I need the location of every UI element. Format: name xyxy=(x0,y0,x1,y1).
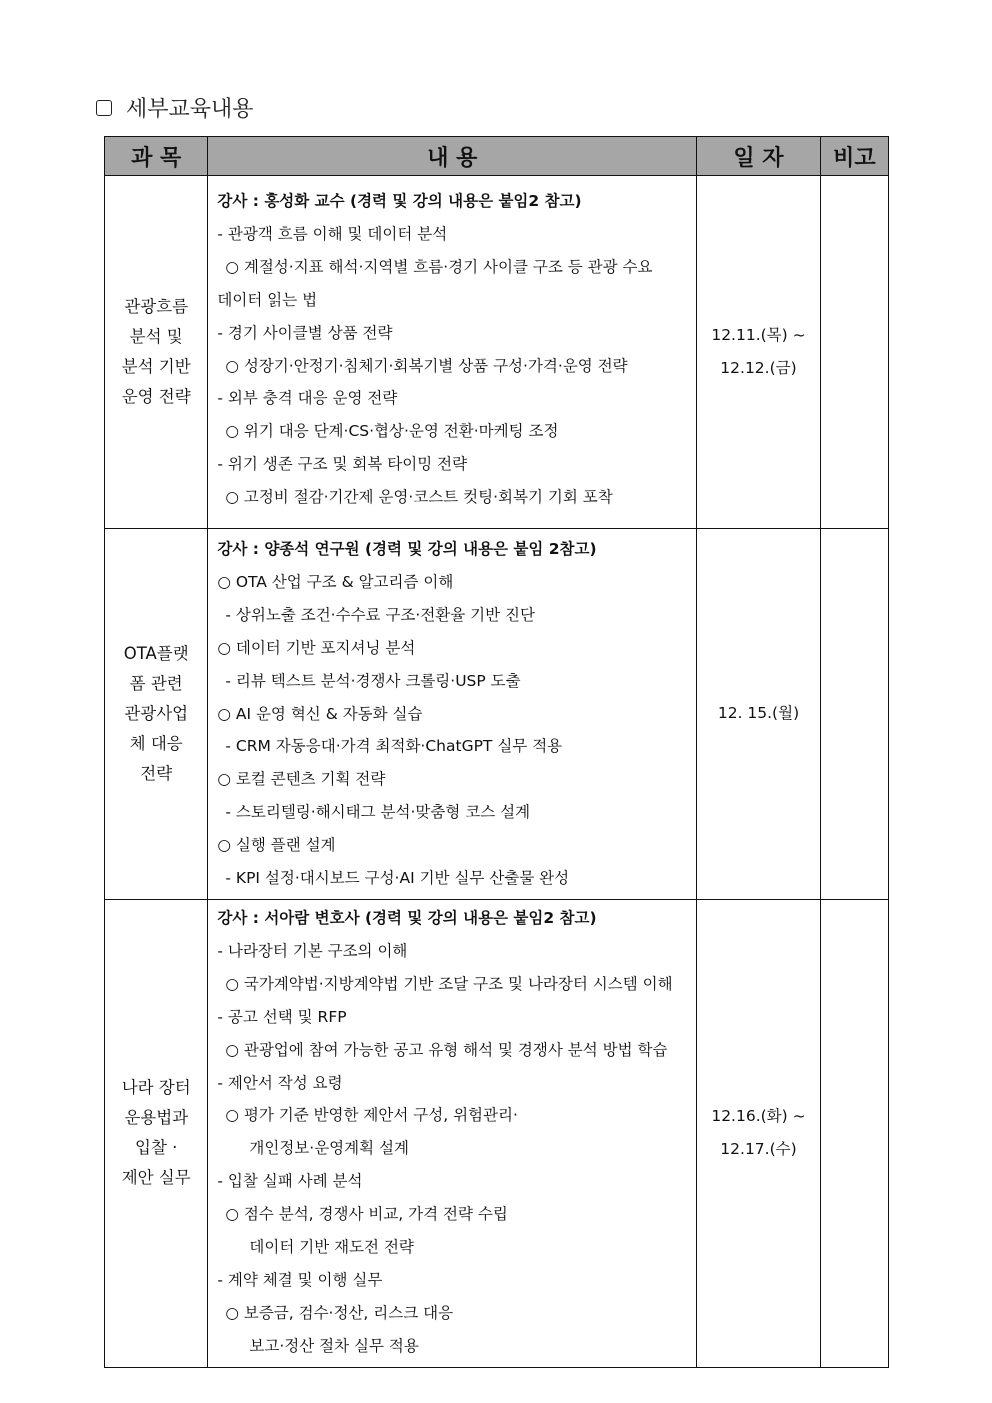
content-line: - 리뷰 텍스트 분석·경쟁사 크롤링·USP 도출 xyxy=(225,671,521,690)
content-line: ○ 관광업에 참여 가능한 공고 유형 해석 및 경쟁사 분석 방법 학습 xyxy=(225,1040,668,1059)
empty-checkbox-icon xyxy=(96,100,112,116)
education-schedule-table xyxy=(104,136,889,1368)
content-line: ○ 실행 플랜 설계 xyxy=(217,836,336,855)
content-line: 데이터 기반 재도전 전략 xyxy=(249,1238,414,1257)
subject-line: 폼 관련 xyxy=(129,673,183,693)
content-line: ○ 보증금, 검수·정산, 리스크 대응 xyxy=(225,1303,454,1322)
instructor-line: 강사 : 서아람 변호사 (경력 및 강의 내용은 붙임2 참고) xyxy=(217,908,597,927)
date-line: 12.16.(화) ~ xyxy=(711,1107,806,1126)
header-content: 내 용 xyxy=(208,137,697,176)
note-cell xyxy=(820,529,888,900)
date-line: 12.17.(수) xyxy=(720,1140,797,1159)
subject-cell xyxy=(105,899,208,1367)
content-line: ○ OTA 산업 구조 & 알고리즘 이해 xyxy=(217,572,454,591)
header-subject: 과 목 xyxy=(105,137,208,176)
instructor-line: 강사 : 양종석 연구원 (경력 및 강의 내용은 붙임 2참고) xyxy=(217,540,597,558)
content-cell xyxy=(208,529,697,900)
content-line: ○ AI 운영 혁신 & 자동화 실습 xyxy=(217,704,423,723)
content-line: - 계약 체결 및 이행 실무 xyxy=(217,1270,383,1289)
content-line: ○ 위기 대응 단계·CS·협상·운영 전환·마케팅 조정 xyxy=(225,422,559,441)
subject-line: 운영 전략 xyxy=(121,387,191,406)
table-header-row xyxy=(105,137,889,176)
content-line: - KPI 설정·대시보드 구성·AI 기반 실무 산출물 완성 xyxy=(225,869,570,888)
date-line: 12.11.(목) ~ xyxy=(711,326,806,344)
content-line: - 나라장터 기본 구조의 이해 xyxy=(217,941,408,960)
content-line: ○ 국가계약법·지방계약법 기반 조달 구조 및 나라장터 시스템 이해 xyxy=(225,974,673,993)
subject-line: 체 대응 xyxy=(129,733,183,753)
subject-line: 제안 실무 xyxy=(121,1168,191,1188)
date-line: 12.12.(금) xyxy=(720,359,797,377)
note-cell xyxy=(820,176,888,529)
subject-line: 분석 및 xyxy=(129,327,183,346)
content-cell xyxy=(208,899,697,1367)
table-row xyxy=(105,899,889,1367)
table-row xyxy=(105,529,889,900)
content-line: ○ 성장기·안정기·침체기·회복기별 상품 구성·가격·운영 전략 xyxy=(225,356,628,375)
header-date: 일 자 xyxy=(697,137,820,176)
content-line: 데이터 읽는 법 xyxy=(217,290,318,309)
instructor-line: 강사 : 홍성화 교수 (경력 및 강의 내용은 붙임2 참고) xyxy=(217,192,582,210)
subject-line: 나라 장터 xyxy=(121,1078,191,1098)
content-line: ○ 계절성·지표 해석·지역별 흐름·경기 사이클 구조 등 관광 수요 xyxy=(225,257,653,276)
date-cell xyxy=(697,899,820,1367)
content-line: 개인정보·운영계획 설계 xyxy=(249,1139,409,1158)
content-line: - 입찰 실패 사례 분석 xyxy=(217,1172,363,1191)
section-title-text: 세부교육내용 xyxy=(126,97,254,122)
content-line: - 관광객 흐름 이해 및 데이터 분석 xyxy=(217,224,448,243)
date-line: 12. 15.(월) xyxy=(717,704,800,723)
content-cell xyxy=(208,176,697,529)
section-heading xyxy=(96,92,254,123)
content-line: ○ 고정비 절감·기간제 운영·코스트 컷팅·회복기 기회 포착 xyxy=(225,488,613,507)
date-cell xyxy=(697,529,820,900)
subject-line: 분석 기반 xyxy=(121,357,191,376)
content-line: ○ 데이터 기반 포지셔닝 분석 xyxy=(217,638,416,657)
content-line: - 경기 사이클별 상품 전략 xyxy=(217,323,393,342)
content-line: ○ 로컬 콘텐츠 기획 전략 xyxy=(217,770,386,789)
subject-line: 관광흐름 xyxy=(124,297,189,316)
subject-line: 전략 xyxy=(140,763,173,783)
content-line: ○ 점수 분석, 경쟁사 비교, 가격 전략 수립 xyxy=(225,1205,508,1224)
subject-cell xyxy=(105,529,208,900)
table-row xyxy=(105,176,889,529)
header-note: 비고 xyxy=(820,137,888,176)
subject-line: OTA플랫 xyxy=(123,643,189,663)
note-cell xyxy=(820,899,888,1367)
content-line: - 스토리텔링·해시태그 분석·맞춤형 코스 설계 xyxy=(225,803,531,822)
date-cell xyxy=(697,176,820,529)
content-line: ○ 평가 기준 반영한 제안서 구성, 위험관리· xyxy=(225,1106,518,1125)
content-line: - 위기 생존 구조 및 회복 타이밍 전략 xyxy=(217,455,468,474)
content-line: - 공고 선택 및 RFP xyxy=(217,1007,347,1026)
content-line: - 외부 충격 대응 운영 전략 xyxy=(217,389,398,408)
content-line: - 제안서 작성 요령 xyxy=(217,1073,343,1092)
subject-line: 운용법과 xyxy=(124,1108,189,1128)
subject-line: 입찰 · xyxy=(135,1138,178,1158)
content-line: 보고·정산 절차 실무 적용 xyxy=(249,1336,419,1355)
subject-line: 관광사업 xyxy=(124,703,189,723)
subject-cell xyxy=(105,176,208,529)
content-line: - 상위노출 조건·수수료 구조·전환율 기반 진단 xyxy=(225,605,535,624)
content-line: - CRM 자동응대·가격 최적화·ChatGPT 실무 적용 xyxy=(225,737,563,756)
